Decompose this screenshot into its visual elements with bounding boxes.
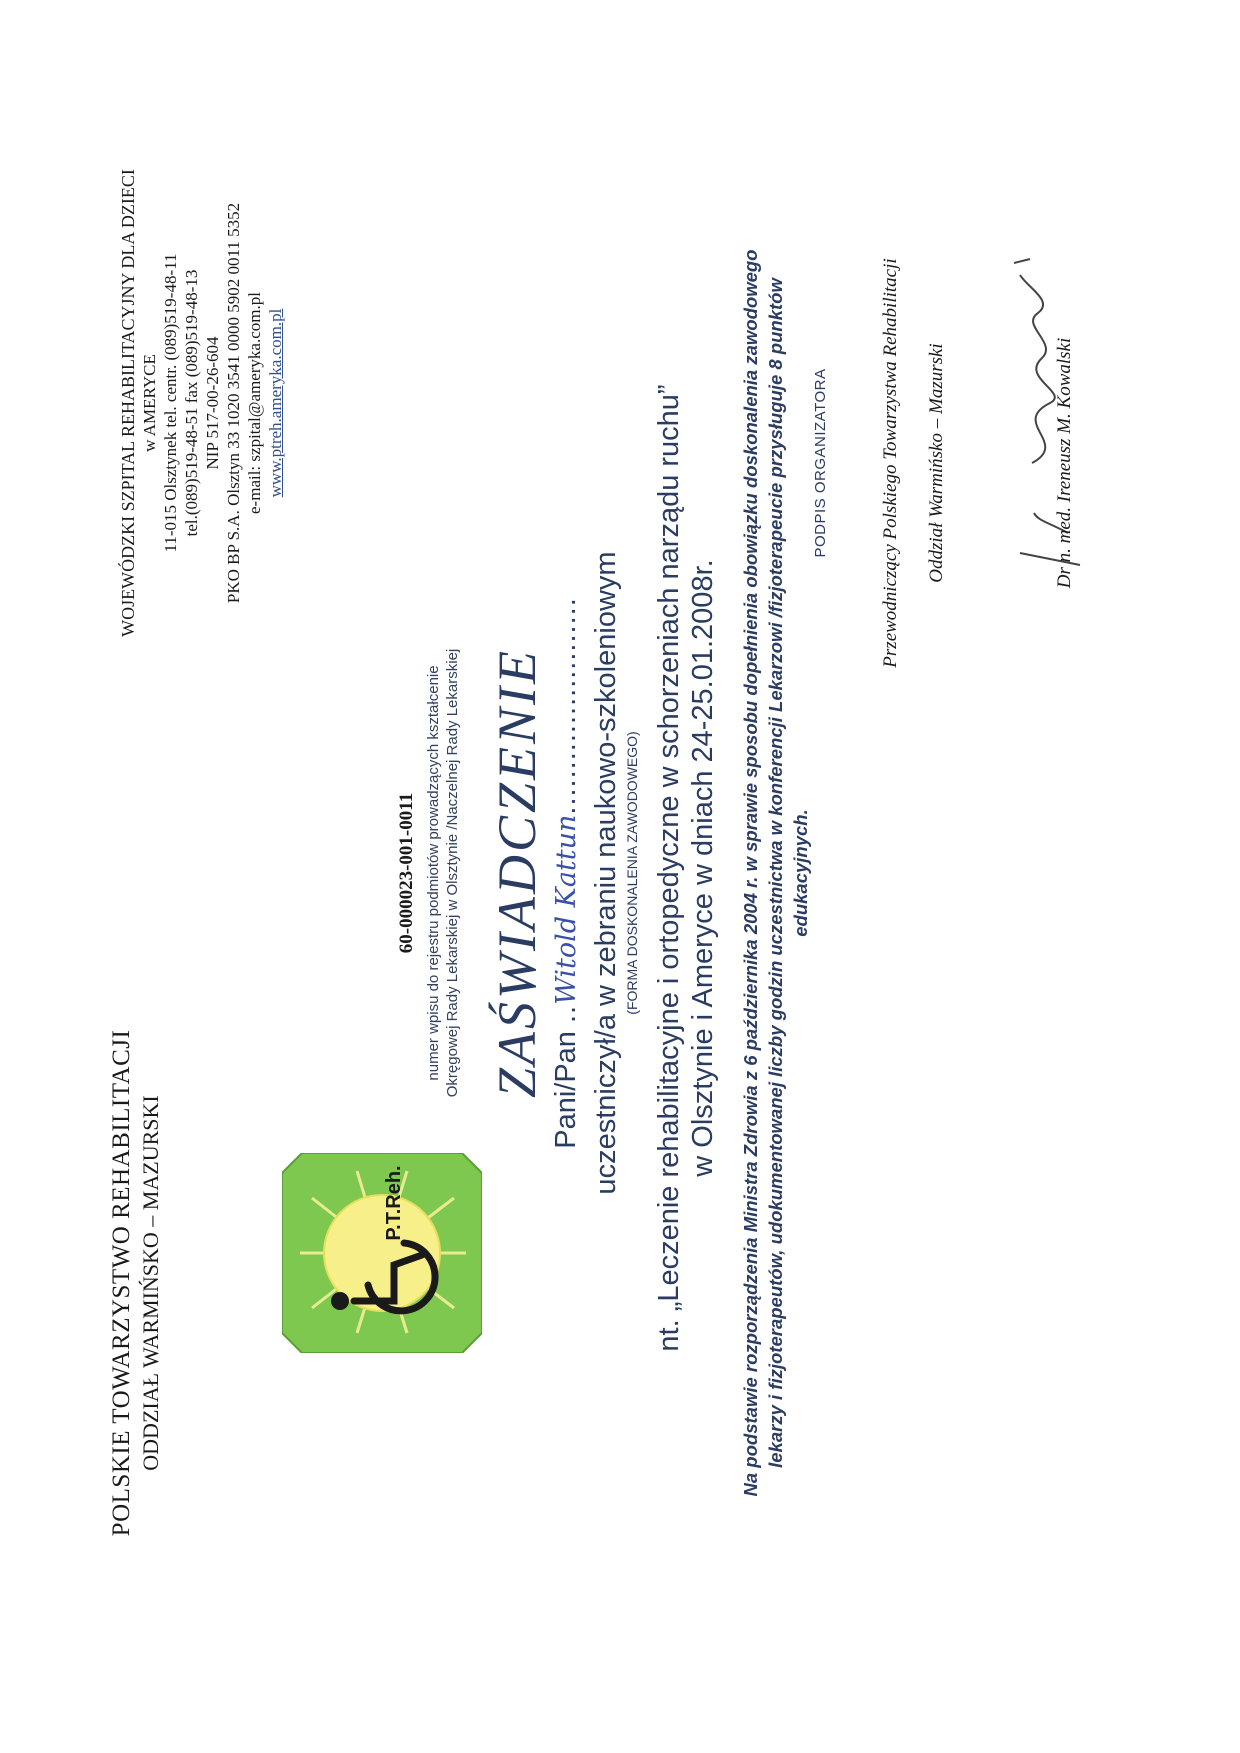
signature-caption: PODPIS ORGANIZATORA: [812, 368, 829, 558]
topic-line: nt. „Leczenie rehabilitacyjne i ortopedyczne w schorzeniach narządu ruchu”: [653, 384, 685, 1352]
salutation: Pani/Pan: [550, 1031, 582, 1149]
name-dots-before: ..: [550, 1004, 582, 1023]
chair-name: Dr n. med. Ireneusz M. Kowalski: [1054, 337, 1075, 589]
logo-text: P.T.Reh.: [383, 1165, 405, 1241]
organization-branch: ODDZIAŁ WARMIŃSKO – MAZURSKI: [138, 1095, 163, 1471]
hospital-nip: NIP 517-00-26-604: [203, 336, 222, 470]
registry-desc-line: numer wpisu do rejestru podmiotów prowadzących kształcenie: [425, 665, 442, 1081]
chair-branch: Oddział Warmińsko – Mazurski: [926, 343, 947, 583]
legal-line: lekarzy i fizjoterapeutów, udokumentowanej liczby godzin uczestnictwa w konferencji Lekarzowi /fizjoterapeucie przysługuje 8 punktów: [765, 278, 786, 1468]
chair-title: Przewodniczący Polskiego Towarzystwa Rehabilitacji: [880, 258, 901, 668]
hospital-address: 11-015 Olsztynek tel. centr. (089)519-48-11: [161, 253, 180, 553]
hospital-line: w AMERYCE: [140, 354, 159, 452]
hospital-website-link[interactable]: www.ptreh.ameryka.com.pl: [266, 308, 285, 498]
participant-name-line: [550, 373, 583, 1373]
organization-header: [108, 933, 164, 1633]
registry-description: [424, 373, 462, 1373]
legal-line: edukacyjnych.: [790, 809, 811, 937]
registry-desc-line: Okręgowej Rady Lekarskiej w Olsztynie /Naczelnej Rady Lekarskiej: [444, 648, 461, 1098]
legal-basis: [738, 83, 813, 1663]
handwritten-signature: [980, 233, 1100, 593]
participation-text: uczestniczył/a w zebraniu naukowo-szkoleniowym: [590, 551, 622, 1195]
hospital-phone: tel.(089)519-48-51 fax (089)519-48-13: [182, 269, 201, 537]
hospital-line: WOJEWÓDZKI SZPITAL REHABILITACYJNY DLA DZIECI: [118, 169, 138, 637]
form-note: (FORMA DOSKONALENIA ZAWODOWEGO): [624, 731, 640, 1015]
meeting-topic: [652, 283, 720, 1453]
handwritten-participant-name: Witold Kattun: [551, 814, 582, 1005]
name-dots-after: ........................: [550, 597, 582, 815]
topic-dates: w Olsztynie i Ameryce w dniach 24-25.01.2008r.: [687, 559, 719, 1177]
hospital-email[interactable]: e-mail: szpital@ameryka.com.pl: [245, 292, 264, 514]
hospital-header: [118, 83, 286, 723]
organization-name: POLSKIE TOWARZYSTWO REHABILITACJI: [108, 1029, 135, 1537]
registry-number: 60-000023-001-0011: [396, 792, 417, 954]
hospital-bank: PKO BP S.A. Olsztyn 33 1020 3541 0000 5902 0011 5352: [224, 202, 243, 604]
legal-line: Na podstawie rozporządzenia Ministra Zdrowia z 6 października 2004 r. w sprawie sposobu dopełnienia obowiązku doskonalenia zawodowego: [740, 249, 761, 1497]
certificate-title: ZAŚWIADCZENIE: [487, 648, 547, 1098]
